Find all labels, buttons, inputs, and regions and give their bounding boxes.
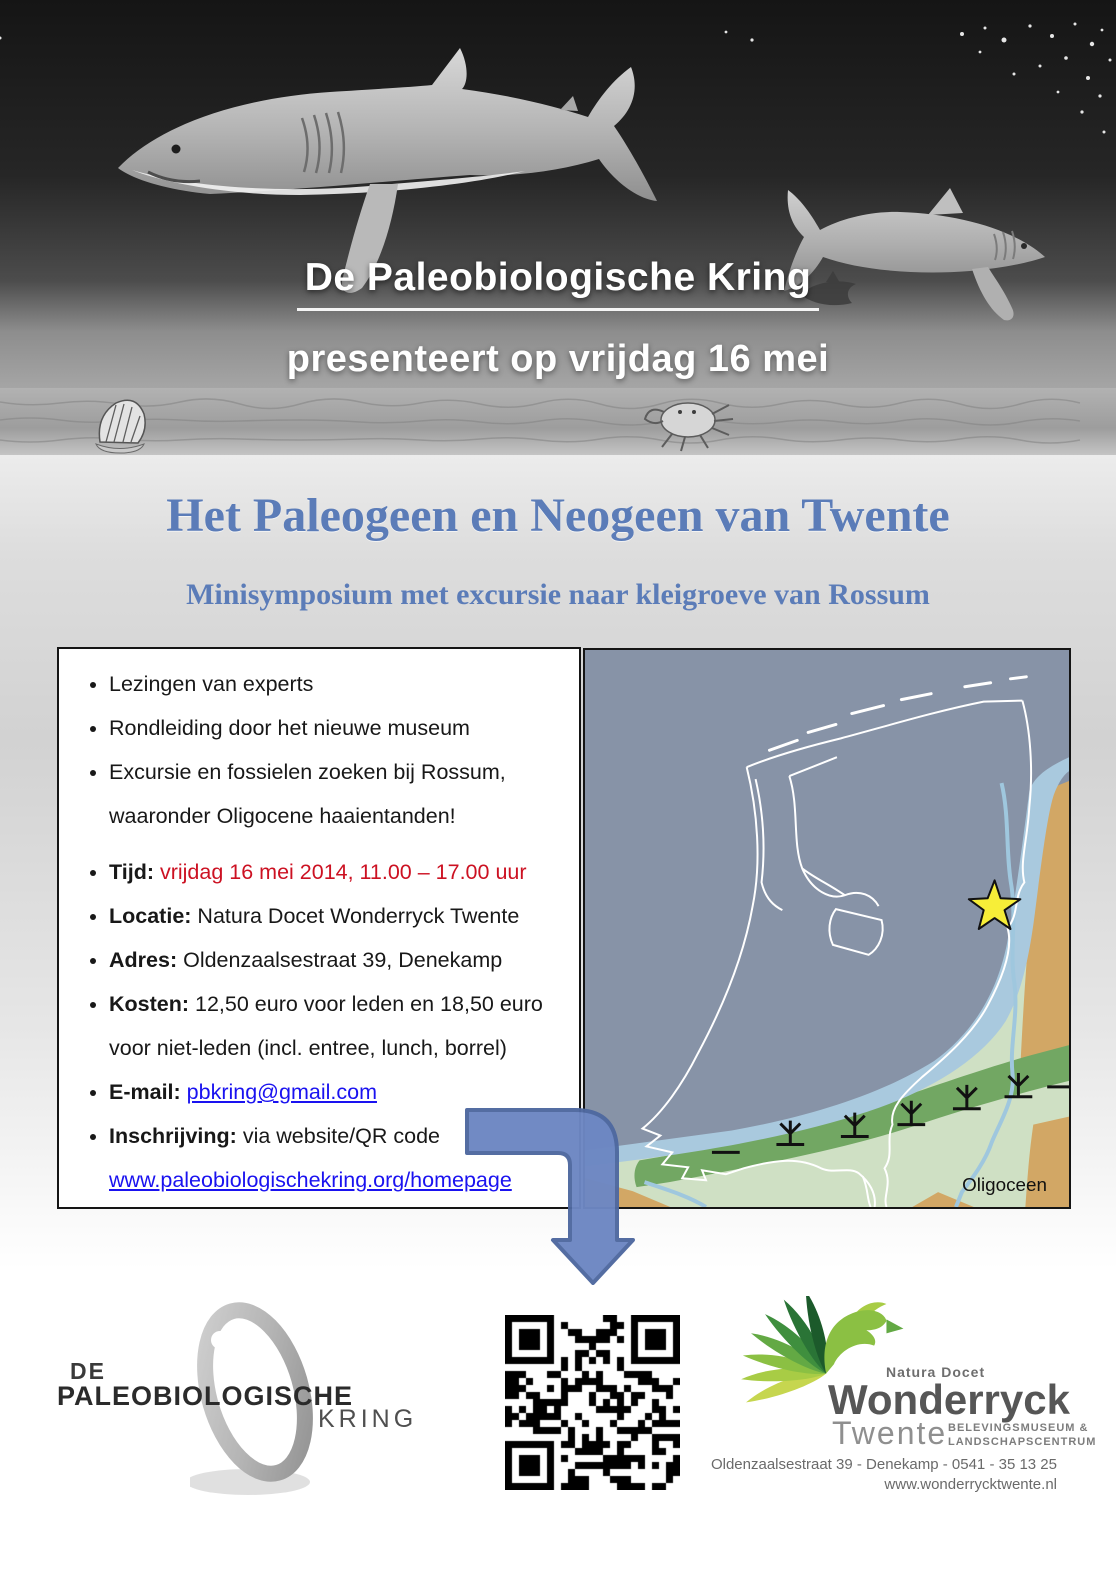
registration-label: Inschrijving: (109, 1124, 237, 1148)
highlight-excursion: • Excursie en fossielen zoeken bij Rossum, waaronder Oligocene haaientanden! (109, 750, 565, 838)
detail-costs (109, 982, 565, 1070)
arrow-to-qr-icon (458, 1093, 648, 1298)
wonderryck-tagline-2: LANDSCHAPSCENTRUM (948, 1436, 1097, 1448)
wonderryck-name: Wonderryck (828, 1376, 1070, 1423)
address-value: Oldenzaalsestraat 39, Denekamp (183, 948, 503, 972)
highlight-lectures: • Lezingen van experts (109, 662, 565, 706)
wonderryck-natura-docet: Natura Docet (886, 1364, 986, 1380)
wonderryck-tagline-1: BELEVINGSMUSEUM & (948, 1422, 1089, 1434)
pbk-logo-name: PALEOBIOLOGISCHE (57, 1381, 354, 1411)
time-label: Tijd: (109, 860, 154, 884)
detail-address (109, 938, 565, 982)
costs-value: 12,50 euro voor leden en 18,50 euro voor niet-leden (incl. entree, lunch, borrel) (109, 992, 543, 1060)
hero-presents-line: presenteert op vrijdag 16 mei (286, 338, 830, 380)
seafloor (0, 388, 1116, 455)
location-label: Locatie: (109, 904, 192, 928)
hero-section (0, 0, 1116, 455)
event-title: Het Paleogeen en Neogeen van Twente (166, 489, 950, 542)
pbk-logo-kring: KRING (318, 1405, 418, 1433)
event-subtitle: Minisymposium met excursie naar kleigroeve van Rossum (186, 578, 930, 611)
wonderryck-tagline (948, 1421, 1096, 1449)
email-label: E-mail: (109, 1080, 181, 1104)
email-link[interactable]: pbkring@gmail.com (186, 1080, 377, 1104)
wonderryck-address: Oldenzaalsestraat 39 - Denekamp - 0541 - 35 13 25 (710, 1456, 1057, 1473)
wonderryck-website: www.wonderrycktwente.nl (884, 1476, 1057, 1493)
map-era-label: Oligoceen (962, 1174, 1047, 1196)
costs-label: Kosten: (109, 992, 190, 1016)
detail-time (109, 850, 565, 894)
wonderryck-region: Twente (832, 1415, 948, 1451)
paleogeographic-map (583, 648, 1071, 1209)
detail-location (109, 894, 565, 938)
registration-value: via website/QR code (242, 1124, 440, 1148)
website-link[interactable]: www.paleobiologischekring.org/homepage (109, 1168, 512, 1192)
time-value: vrijdag 16 mei 2014, 11.00 – 17.00 uur (159, 860, 527, 884)
highlight-tour: • Rondleiding door het nieuwe museum (109, 706, 565, 750)
hero-artwork (0, 0, 1116, 455)
location-value: Natura Docet Wonderryck Twente (197, 904, 520, 928)
address-label: Adres: (109, 948, 178, 972)
pbk-logo-de: DE (70, 1358, 106, 1384)
hero-club-title: De Paleobiologische Kring (0, 256, 1116, 311)
